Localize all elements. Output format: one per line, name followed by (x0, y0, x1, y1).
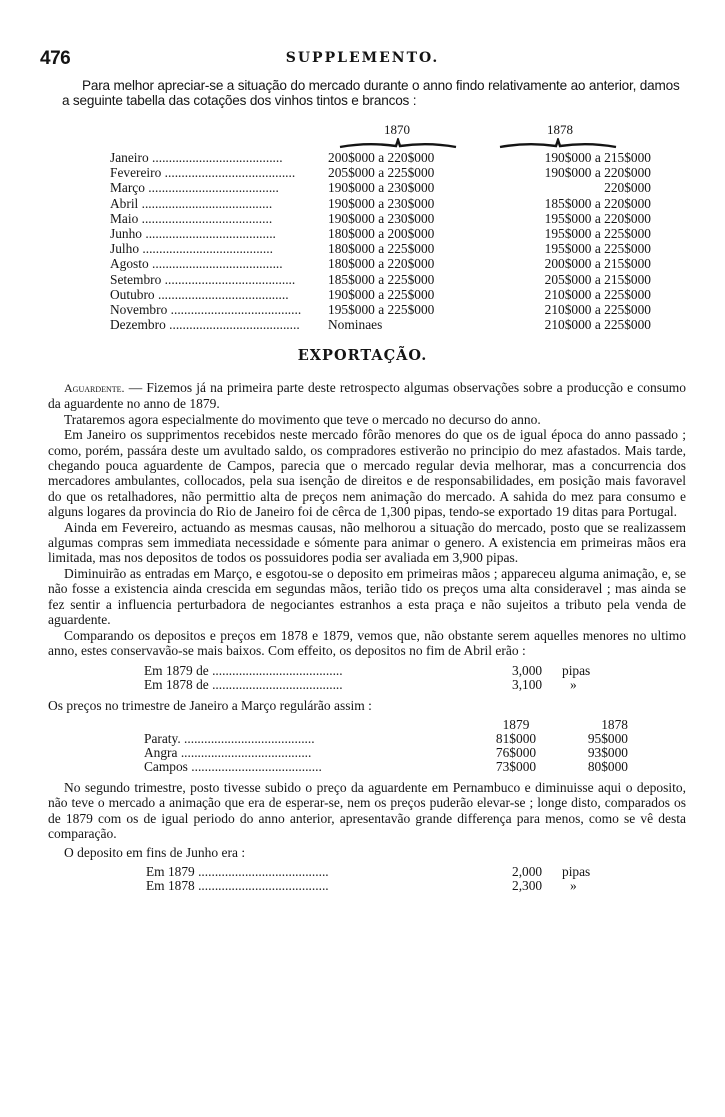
table-row (110, 287, 651, 302)
table-row: Em 1879 ..... 2,000 pipas (146, 865, 590, 879)
paragraph: Em Janeiro os supprimentos recebidos neste mercado fôrão menores do que os de igual época do anno passado ; como, porém, passára deste um avultado saldo, os compradores estiverão no principio do mez afastados. Mais tarde, chegando pouca aguardente de Campos, parecia que o mercado regular devia melhorar, mas a concurrencia dos mercadores ambulantes, collocados, pela sua isenção de direitos e de responsabilidades, em posição mais favoravel do que os retalhadores, não permittio alta de preços nem animação do mercado. A sahida do mez para consumo e alguns logares da provincia do Rio de Janeiro foi de cêrca de 1,300 pipas, tendo-se exportado 19 ditas para Portugal. (48, 427, 686, 520)
month-label: Dezembro (110, 317, 166, 333)
price-1878: 195$000 a 225$000 (544, 226, 651, 242)
table-row: Em 1878 de ..... 3,100 » (144, 678, 590, 692)
table-row (110, 226, 651, 241)
paragraph: Ainda em Fevereiro, actuando as mesmas causas, não melhorou a situação do mercado, posto que se realizassem algumas compras sem immediata necessidade e sómente para animar o genero. A existencia em primeiras mãos era limitada, mas nos depositos de todos os possuidores podia ser avaliada em 3,900 pipas. (48, 519, 686, 566)
paragraph: Os preços no trimestre de Janeiro a Março regulárão assim : (48, 698, 372, 714)
intro-paragraph (62, 78, 686, 108)
price-1879: 195$000 a 225$000 (328, 302, 435, 318)
price-1879: 180$000 a 200$000 (328, 226, 435, 242)
table-row: Paraty. ..... 81$000 95$000 (144, 732, 628, 746)
paragraph: Diminuirão as entradas em Março, e esgotou-se o deposito em primeiras mãos ; appareceu alguma animação, e, se não fosse a existencia ainda crescida em segundas mãos, terião tido os preços uma alta consideravel ; mas ainda se fez sentir a influencia perturbadora de negociantes estranhos a esta praça e não sujeitos a tributo pela venda de aguardente. (48, 565, 686, 628)
june-deposits-table (146, 865, 590, 893)
month-label: Junho (110, 226, 142, 242)
month-label: Março (110, 180, 145, 196)
april-deposits-table (144, 664, 590, 692)
table-row (110, 211, 651, 226)
price-1878: 185$000 a 220$000 (544, 195, 651, 211)
month-label: Fevereiro (110, 165, 162, 181)
month-label: Setembro (110, 271, 162, 287)
paragraph: Aguardente. — Fizemos já na primeira parte deste retrospecto algumas observações sobre a producção e consumo da aguardente no anno de 1879. (48, 380, 686, 412)
table-header-row: 1879 1878 (502, 716, 628, 732)
page-number: 476 (40, 48, 71, 69)
section-heading: EXPORTAÇÃO. (297, 347, 428, 364)
wine-price-table (110, 150, 651, 332)
table-row (110, 256, 651, 271)
price-1879: 190$000 a 230$000 (328, 180, 435, 196)
table-row (110, 150, 651, 165)
price-1879: 200$000 a 220$000 (328, 150, 435, 165)
table-row (110, 272, 651, 287)
table-row: Campos ..... 73$000 80$000 (144, 760, 628, 774)
price-1878: 195$000 a 220$000 (544, 210, 651, 226)
month-label: Novembro (110, 302, 168, 318)
price-1879: 180$000 a 225$000 (328, 241, 435, 257)
paragraph: O deposito em fins de Junho era : (64, 845, 246, 861)
table-row (110, 180, 651, 195)
paragraph: No segundo trimestre, posto tivesse subido o preço da aguardente em Pernambuco e diminuisse aqui o deposito, não teve o mercado a animação que era de esperar-se, nem os preços puderão elevar-se ; longe disto, comparados os de 1879 com os de igual periodo do anno anterior, apresentavão grande differença para menos, como se vê desta comparação. (48, 779, 686, 841)
price-1879: 180$000 a 220$000 (328, 256, 435, 272)
brace-icon (338, 138, 458, 150)
price-1879: 190$000 a 230$000 (328, 210, 435, 226)
month-label: Julho (110, 241, 140, 257)
price-1879: 205$000 a 225$000 (328, 165, 435, 181)
table-row: Angra ..... 76$000 93$000 (144, 746, 628, 760)
paragraph: Trataremos agora especialmente do movimento que teve o mercado no decurso do anno. (64, 411, 541, 427)
running-title: SUPPLEMENTO. (285, 50, 440, 66)
table-row: Em 1878 ..... 2,300 » (146, 879, 590, 893)
price-1878: 220$000 (604, 180, 651, 196)
price-1879: 190$000 a 225$000 (328, 286, 435, 302)
table-row: Em 1879 de ..... 3,000 pipas (144, 664, 590, 678)
price-1879: Nominaes (328, 317, 383, 333)
price-1878: 200$000 a 215$000 (544, 256, 651, 272)
lead-word: Aguardente. (64, 381, 125, 395)
price-1878: 210$000 a 225$000 (544, 317, 651, 333)
column-header-1878: 1878 (547, 122, 573, 137)
price-1878: 205$000 a 215$000 (544, 271, 651, 287)
column-header-1879: 1870 (384, 122, 410, 137)
table-row (110, 317, 651, 332)
table-row (110, 241, 651, 256)
paragraph: Comparando os depositos e preços em 1878 e 1879, vemos que, não obstante serem aquelles menores no ultimo anno, estes conservavão-se mais baixos. Com effeito, os depositos no fim de Abril erão : (48, 627, 686, 658)
table-row (110, 165, 651, 180)
month-label: Janeiro (110, 150, 149, 165)
price-1878: 195$000 a 225$000 (544, 241, 651, 257)
month-label: Abril (110, 195, 139, 211)
month-label: Agosto (110, 256, 149, 272)
table-row (110, 302, 651, 317)
quarter-prices-table (144, 718, 628, 774)
month-label: Outubro (110, 286, 155, 302)
month-label: Maio (110, 210, 139, 226)
price-1878: 210$000 a 225$000 (544, 286, 651, 302)
price-1878: 190$000 a 215$000 (544, 150, 651, 165)
table-row (110, 196, 651, 211)
intro-text: Para melhor apreciar-se a situação do mercado durante o anno findo relativamente ao anterior, damos a seguinte tabella das cotações dos vinhos tintos e brancos : (62, 78, 680, 108)
price-1879: 190$000 a 230$000 (328, 195, 435, 211)
price-1878: 190$000 a 220$000 (544, 165, 651, 181)
price-1878: 210$000 a 225$000 (544, 302, 651, 318)
price-1879: 185$000 a 225$000 (328, 271, 435, 287)
brace-icon (498, 138, 618, 150)
section-body (48, 380, 686, 893)
